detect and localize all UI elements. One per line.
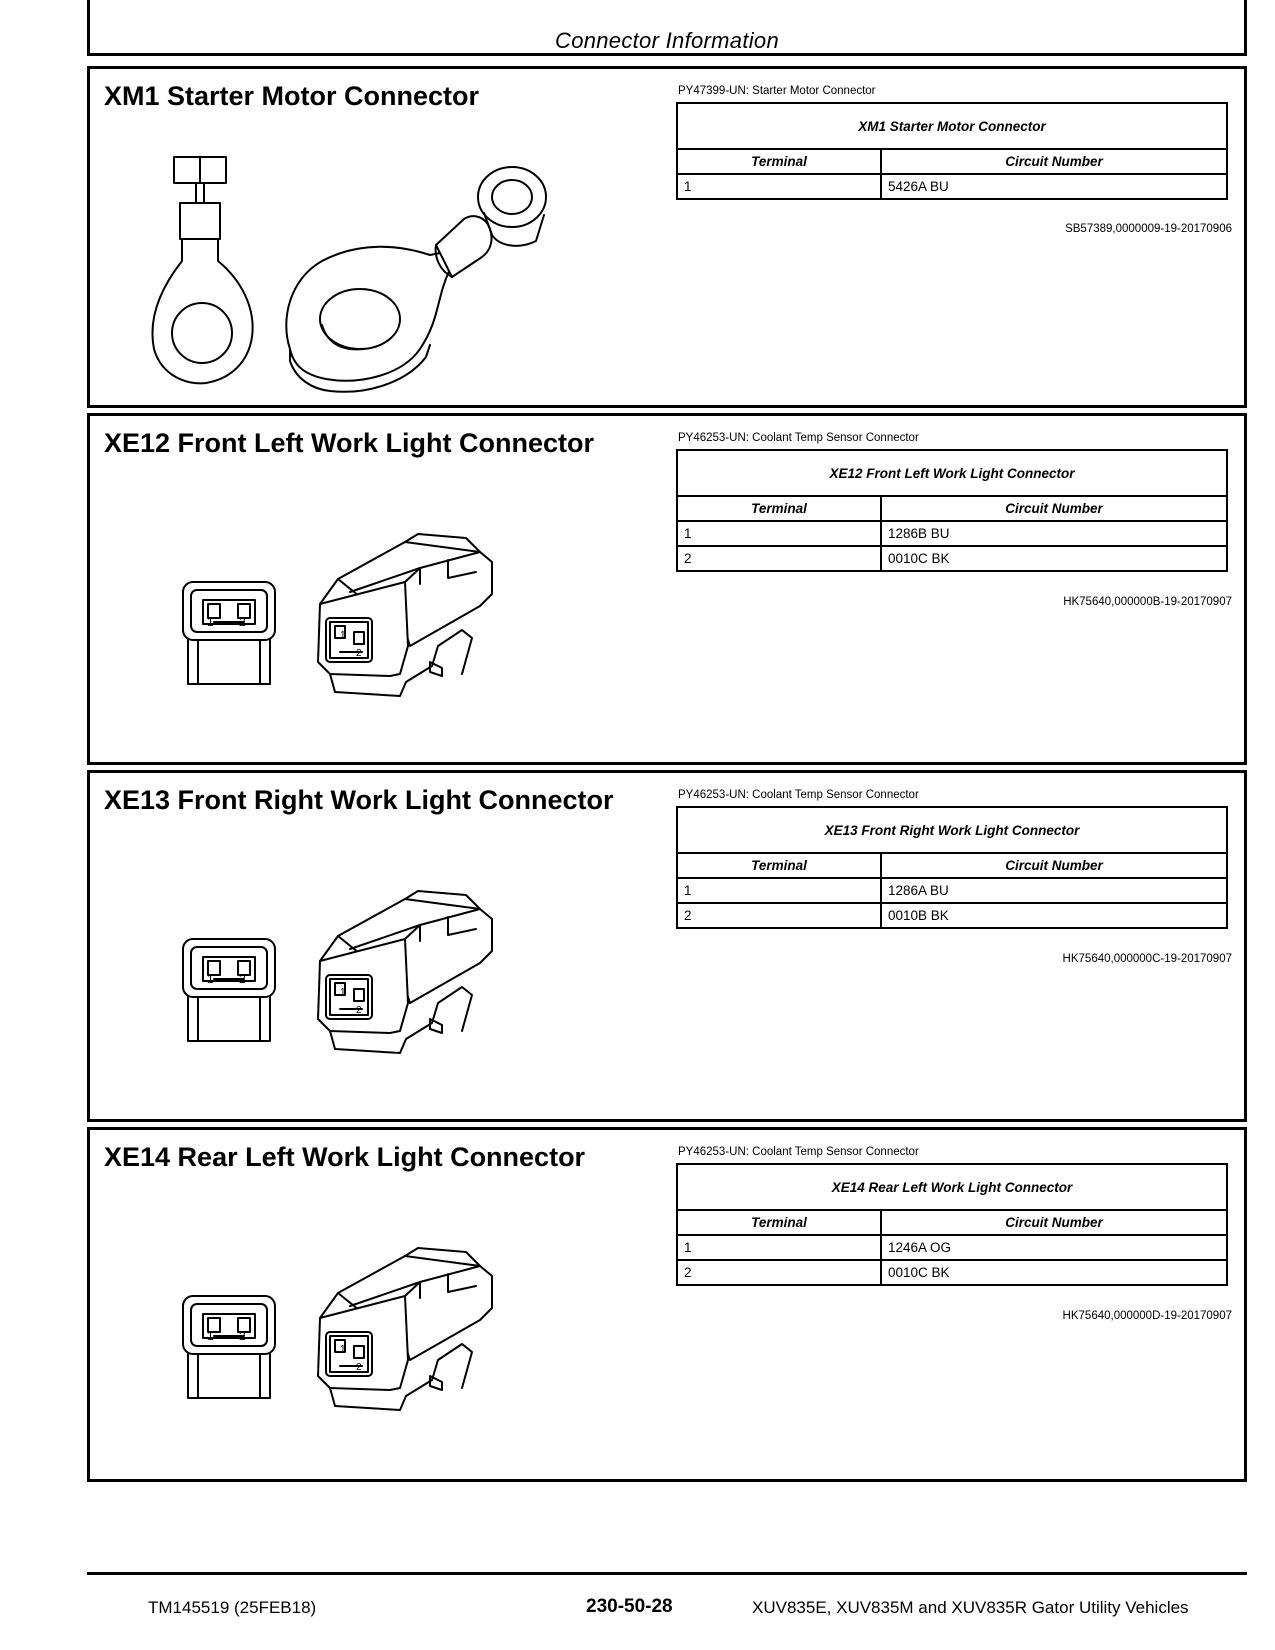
table-row — [677, 903, 1227, 928]
circuit-cell: 0010B BK — [881, 903, 1227, 928]
circuit-cell: 1286A BU — [881, 878, 1227, 903]
terminal-cell: 1 — [677, 174, 881, 199]
table-title: XM1 Starter Motor Connector — [677, 103, 1227, 149]
circuit-cell: 0010C BK — [881, 1260, 1227, 1285]
circuit-cell: 0010C BK — [881, 546, 1227, 571]
figure-caption: PY46253-UN: Coolant Temp Sensor Connector — [678, 1146, 919, 1158]
svg-text:1: 1 — [207, 1329, 214, 1343]
connector-table — [676, 1163, 1228, 1286]
circuit-cell: 1246A OG — [881, 1235, 1227, 1260]
connector-front-view — [183, 1296, 275, 1398]
figure-caption: PY47399-UN: Starter Motor Connector — [678, 85, 876, 97]
connector-section-xe12 — [87, 413, 1247, 765]
connector-section-xe14 — [87, 1127, 1247, 1482]
column-header-circuit: Circuit Number — [881, 1210, 1227, 1235]
two-pin-connector-drawing — [180, 534, 510, 704]
table-title: XE12 Front Left Work Light Connector — [677, 450, 1227, 496]
connector-section-xe13 — [87, 770, 1247, 1122]
page-title: Connector Information — [555, 28, 779, 53]
section-title: XE12 Front Left Work Light Connector — [104, 428, 595, 458]
svg-text:2: 2 — [356, 648, 362, 659]
figure-caption: PY46253-UN: Coolant Temp Sensor Connector — [678, 789, 919, 801]
connector-front-view — [183, 582, 275, 684]
column-header-terminal: Terminal — [677, 1210, 881, 1235]
terminal-cell: 1 — [677, 878, 881, 903]
circuit-cell: 1286B BU — [881, 521, 1227, 546]
table-title: XE14 Rear Left Work Light Connector — [677, 1164, 1227, 1210]
table-title: XE13 Front Right Work Light Connector — [677, 807, 1227, 853]
svg-text:1: 1 — [340, 987, 346, 998]
connector-table — [676, 102, 1228, 200]
svg-text:2: 2 — [239, 1329, 246, 1343]
footer-rule — [87, 1572, 1247, 1575]
svg-text:1: 1 — [340, 1344, 346, 1355]
connector-3d-view — [318, 534, 492, 696]
two-pin-connector-drawing — [180, 891, 510, 1061]
connector-table — [676, 806, 1228, 929]
footer-page-number: 230-50-28 — [586, 1596, 673, 1617]
figure-caption: PY46253-UN: Coolant Temp Sensor Connector — [678, 432, 919, 444]
page-header — [87, 0, 1247, 56]
svg-text:2: 2 — [356, 1005, 362, 1016]
column-header-terminal: Terminal — [677, 853, 881, 878]
connector-section-xm1 — [87, 66, 1247, 408]
column-header-terminal: Terminal — [677, 496, 881, 521]
terminal-cell: 1 — [677, 1235, 881, 1260]
reference-id: HK75640,000000B-19-20170907 — [1063, 596, 1232, 608]
svg-text:1: 1 — [340, 630, 346, 641]
svg-text:2: 2 — [356, 1362, 362, 1373]
table-row — [677, 521, 1227, 546]
connector-3d-view — [318, 891, 492, 1053]
terminal-cell: 1 — [677, 521, 881, 546]
circuit-cell: 5426A BU — [881, 174, 1227, 199]
svg-text:1: 1 — [207, 972, 214, 986]
table-row — [677, 546, 1227, 571]
reference-id: HK75640,000000C-19-20170907 — [1062, 953, 1232, 965]
svg-text:2: 2 — [239, 972, 246, 986]
connector-3d-view — [318, 1248, 492, 1410]
terminal-cell: 2 — [677, 903, 881, 928]
terminal-cell: 2 — [677, 546, 881, 571]
table-row — [677, 1235, 1227, 1260]
column-header-circuit: Circuit Number — [881, 496, 1227, 521]
table-row — [677, 174, 1227, 199]
column-header-terminal: Terminal — [677, 149, 881, 174]
section-title: XE13 Front Right Work Light Connector — [104, 785, 614, 815]
section-title: XE14 Rear Left Work Light Connector — [104, 1142, 586, 1172]
svg-text:2: 2 — [239, 615, 246, 629]
column-header-circuit: Circuit Number — [881, 149, 1227, 174]
svg-text:1: 1 — [207, 615, 214, 629]
footer-product: XUV835E, XUV835M and XUV835R Gator Utility Vehicles — [752, 1598, 1189, 1617]
section-title: XM1 Starter Motor Connector — [104, 81, 480, 111]
column-header-circuit: Circuit Number — [881, 853, 1227, 878]
reference-id: HK75640,000000D-19-20170907 — [1062, 1310, 1232, 1322]
connector-front-view — [183, 939, 275, 1041]
two-pin-connector-drawing — [180, 1248, 510, 1418]
reference-id: SB57389,0000009-19-20170906 — [1065, 223, 1232, 235]
ring-terminal-drawing — [140, 149, 580, 399]
table-row — [677, 1260, 1227, 1285]
connector-table — [676, 449, 1228, 572]
table-row — [677, 878, 1227, 903]
footer-doc-id: TM145519 (25FEB18) — [148, 1598, 317, 1617]
terminal-cell: 2 — [677, 1260, 881, 1285]
